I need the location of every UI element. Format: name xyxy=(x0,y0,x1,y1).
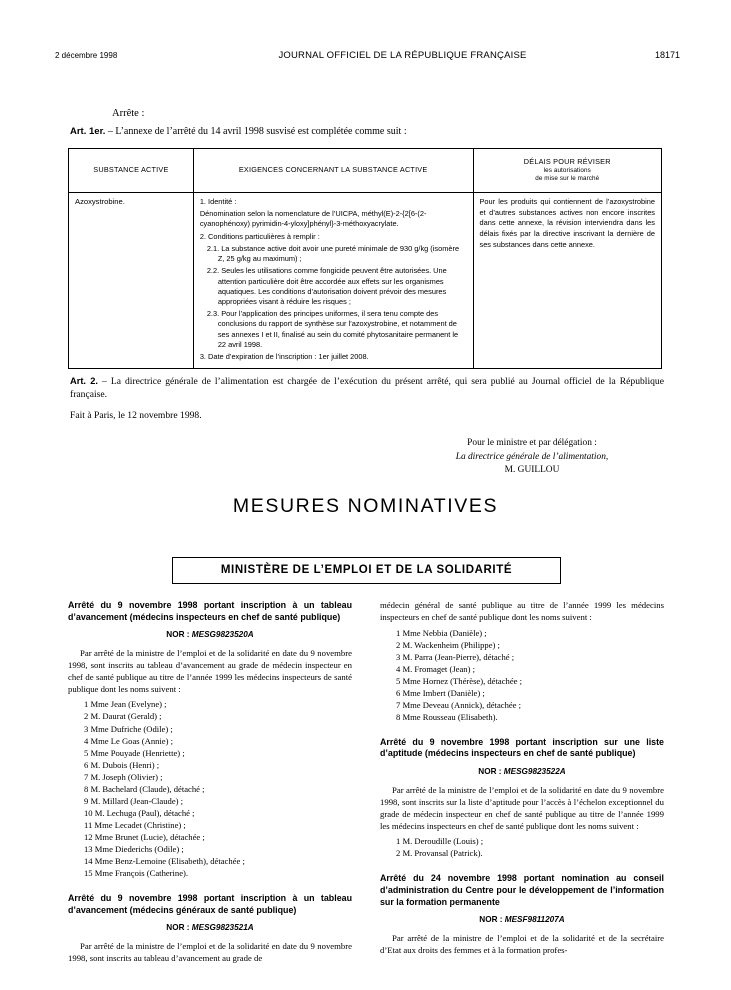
article-title-2: Arrêté du 9 novembre 1998 portant inscription à un tableau d’avancement (médecins généraux de santé publique) xyxy=(68,892,352,915)
nor-code-1: MESG9823520A xyxy=(191,630,254,640)
nor-line-2 xyxy=(68,923,352,934)
nor-code-2: MESG9823521A xyxy=(191,923,254,933)
signature-line-1: Pour le ministre et par délégation : xyxy=(467,438,597,448)
arrete-label: Arrête : xyxy=(112,108,145,119)
list-item: 2 M. Wackenheim (Philippe) ; xyxy=(396,639,500,650)
list-item: 3 M. Parra (Jean-Pierre), détaché ; xyxy=(396,651,515,662)
req-condition-2-3: 2.3. Pour l’application des principes uniformes, il sera tenu compte des conclusions du rapport de synthèse sur l’azoxystrobine, et notamment de ses annexes I et II, finalisé au sein du comité phytosanitaire permanent le 22 avril 1998. xyxy=(206,309,459,349)
col-header-delay-main: DÉLAIS POUR RÉVISER xyxy=(523,157,611,166)
section-title-mesures-nominatives: MESURES NOMINATIVES xyxy=(232,495,499,517)
header-date: 2 décembre 1998 xyxy=(55,51,118,60)
col-header-substance: SUBSTANCE ACTIVE xyxy=(69,149,194,193)
nor-label-2: NOR : xyxy=(166,923,190,933)
article-body-1: Par arrêté de la ministre de l’emploi et de la solidarité en date du 9 novembre 1998, sont inscrits au tableau d’avancement au grade de médecin inspecteur en chef de santé publique au titre de l’année 1999 les médecins inspecteurs de santé publique dont les noms suivent : xyxy=(68,648,352,694)
header-journal-title: JOURNAL OFFICIEL DE LA RÉPUBLIQUE FRANÇAISE xyxy=(278,50,527,61)
column-left xyxy=(68,600,352,968)
nor-code-3: MESG9823522A xyxy=(503,767,566,777)
article-body-2: Par arrêté de la ministre de l’emploi et de la solidarité en date du 9 novembre 1998, sont inscrits au tableau d’avancement au grade de xyxy=(68,941,352,963)
col-header-requirements: EXIGENCES CONCERNANT LA SUBSTANCE ACTIVE xyxy=(193,149,473,193)
article-title-4: Arrêté du 24 novembre 1998 portant nomination au conseil d’administration du Centre pour le développement de l’information sur la formation permanente xyxy=(380,873,664,907)
list-item: 2 M. Provansal (Patrick). xyxy=(396,848,483,859)
two-column-body xyxy=(68,600,664,990)
list-item: 14 Mme Benz-Lemoine (Elisabeth), détachée ; xyxy=(84,855,245,866)
req-conditions-title: 2. Conditions particulières à remplir : xyxy=(199,231,320,241)
req-condition-2-1: 2.1. La substance active doit avoir une pureté minimale de 930 g/kg (isomère Z, 25 g/kg au maximum) ; xyxy=(206,243,460,264)
list-item: 1 Mme Nebbia (Danièle) ; xyxy=(396,627,487,638)
nor-label-3: NOR : xyxy=(478,767,502,777)
list-item: 5 Mme Hornez (Thérèse), détachée ; xyxy=(396,675,522,686)
col-header-delay-sub1: les autorisations xyxy=(543,167,591,174)
nor-code-4: MESF9811207A xyxy=(504,915,565,925)
article-2-paragraph xyxy=(70,375,664,402)
table-header-row xyxy=(69,149,662,193)
cell-review-delay: Pour les produits qui contiennent de l’azoxystrobine et d’autres substances actives non encore inscrites dans cette annexe, la révision interviendra dans les délais fixés par la directive inscrivant la dernière de ses substances dans cette annexe. xyxy=(473,193,662,369)
list-item: 12 Mme Brunet (Lucie), détachée ; xyxy=(84,831,205,842)
article-1-text: – L’annexe de l’arrêté du 14 avril 1998 susvisé est complétée comme suit : xyxy=(105,126,407,137)
name-list-3 xyxy=(380,835,664,859)
list-item: 8 Mme Rousseau (Elisabeth). xyxy=(396,711,498,722)
name-list-2 xyxy=(380,627,664,723)
list-item: 7 Mme Deveau (Annick), détachée ; xyxy=(396,699,522,710)
header-page-number: 18171 xyxy=(654,50,680,60)
signature-line-3: M. GUILLOU xyxy=(504,465,560,476)
article-2-text: – La directrice générale de l’alimentation est chargée de l’exécution du présent arrêté, qui sera publié au Journal officiel de la République française. xyxy=(70,376,664,400)
article-2-number: Art. 2. xyxy=(70,376,98,386)
signature-block xyxy=(400,437,664,478)
req-identity-title: 1. Identité : xyxy=(199,197,237,206)
article-body-continued: médecin général de santé publique au titre de l’année 1999 les médecins inspecteurs en chef de santé publique dont les noms suivent : xyxy=(380,600,664,622)
col-header-delay-sub2: de mise sur le marché xyxy=(535,175,600,182)
table-row xyxy=(69,193,662,369)
list-item: 4 M. Fromaget (Jean) ; xyxy=(396,663,475,674)
article-1-paragraph xyxy=(70,126,670,137)
table-header xyxy=(69,149,662,193)
signature-place-date: Fait à Paris, le 12 novembre 1998. xyxy=(70,410,202,421)
list-item: 10 M. Lechuga (Paul), détaché ; xyxy=(84,807,195,818)
article-body-4: Par arrêté de la ministre de l’emploi et de la solidarité et de la secrétaire d’Etat aux droits des femmes et à la formation profes- xyxy=(380,933,664,955)
list-item: 15 Mme François (Catherine). xyxy=(84,867,189,878)
list-item: 6 M. Dubois (Henri) ; xyxy=(84,759,160,770)
nor-line-3 xyxy=(380,767,664,778)
list-item: 8 M. Bachelard (Claude), détaché ; xyxy=(84,783,205,794)
list-item: 9 M. Millard (Jean-Claude) ; xyxy=(84,795,184,806)
req-identity-text: Dénomination selon la nomenclature de l’UICPA, méthyl(E)-2-{2[6-(2-cyanophénoxy) pyrimidin-4-yloxy]phényl}-3-méthoxyacrylate. xyxy=(199,209,427,229)
list-item: 2 M. Daurat (Gerald) ; xyxy=(84,711,162,722)
table-body xyxy=(69,193,662,369)
list-item: 3 Mme Dufriche (Odile) ; xyxy=(84,723,173,734)
nor-line-4 xyxy=(380,915,664,926)
list-item: 4 Mme Le Goas (Annie) ; xyxy=(84,735,174,746)
list-item: 6 Mme Imbert (Danièle) ; xyxy=(396,687,485,698)
nor-label-1: NOR : xyxy=(166,630,190,640)
article-title-3: Arrêté du 9 novembre 1998 portant inscription sur une liste d’aptitude (médecins inspecteurs en chef de santé publique) xyxy=(380,736,664,759)
substance-table xyxy=(68,148,662,369)
req-condition-2-2: 2.2. Seules les utilisations comme fongicide peuvent être autorisées. Une attention particulière doit être accordée aux effets sur les organismes aquatiques. Les conditions d’autorisation doivent prévoir des mesures appropriées visant à réduire les risques ; xyxy=(206,266,447,306)
col-header-delay xyxy=(473,149,662,193)
article-body-3: Par arrêté de la ministre de l’emploi et de la solidarité en date du 9 novembre 1998, sont inscrits sur la liste d’aptitude pour l’accès à l’échelon exceptionnel du grade de médecin inspecteur en chef de santé publique au titre de l’année 1999 les médecins inspecteurs en chef de santé publique dont les noms suivent : xyxy=(380,785,664,831)
ministere-banner: MINISTÈRE DE L’EMPLOI ET DE LA SOLIDARITÉ xyxy=(172,557,561,584)
column-right xyxy=(380,600,664,960)
article-title-1: Arrêté du 9 novembre 1998 portant inscription à un tableau d’avancement (médecins inspecteurs en chef de santé publique) xyxy=(68,600,352,622)
req-expiry: 3. Date d’expiration de l’inscription : 1er juillet 2008. xyxy=(199,352,369,362)
list-item: 7 M. Joseph (Olivier) ; xyxy=(84,771,163,782)
name-list-1 xyxy=(68,698,352,878)
list-item: 1 M. Deroudille (Louis) ; xyxy=(396,836,484,847)
list-item: 13 Mme Diederichs (Odile) ; xyxy=(84,843,184,854)
list-item: 5 Mme Pouyade (Henriette) ; xyxy=(84,747,185,758)
list-item: 11 Mme Lecadet (Christine) ; xyxy=(84,819,186,830)
article-1-number: Art. 1er. xyxy=(70,126,106,137)
nor-line-1 xyxy=(68,630,352,641)
signature-line-2: La directrice générale de l’alimentation, xyxy=(455,451,609,462)
cell-requirements xyxy=(193,193,473,369)
cell-substance-name: Azoxystrobine. xyxy=(69,193,194,369)
page-header xyxy=(55,50,680,61)
nor-label-4: NOR : xyxy=(479,915,503,925)
list-item: 1 Mme Jean (Evelyne) ; xyxy=(84,699,167,710)
